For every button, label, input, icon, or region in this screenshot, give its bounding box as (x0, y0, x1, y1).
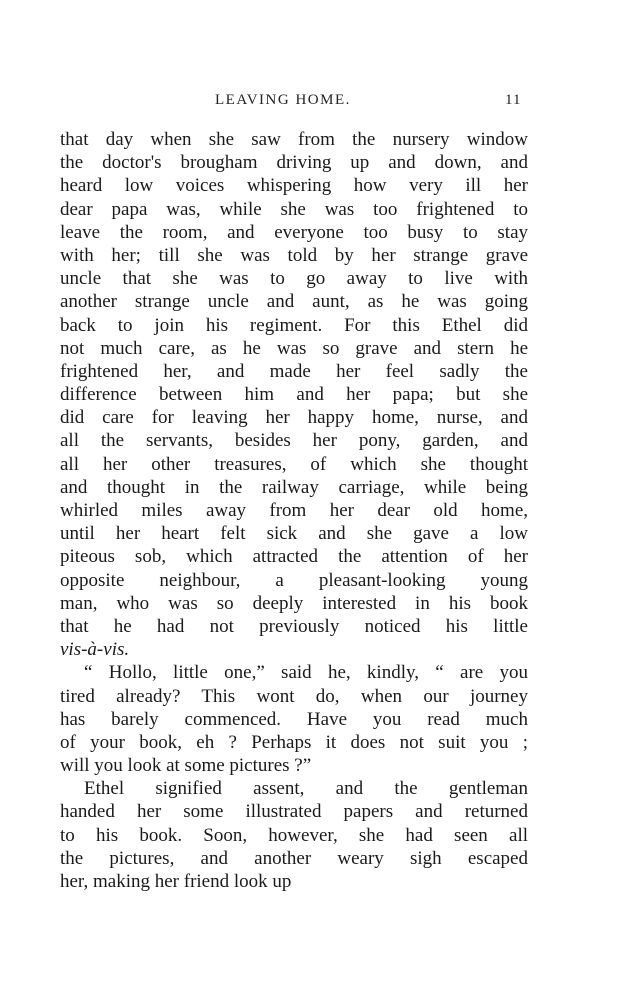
text-line: with her; till she was told by her strange grave (60, 244, 528, 266)
text-line: whirled miles away from her dear old home, (60, 500, 528, 521)
text-line-italic: vis-à-vis. (60, 639, 130, 661)
text-line: to his book. Soon, however, she had seen all (60, 824, 528, 846)
text-line-paragraph-start: Ethel signified assent, and the gentleman (84, 778, 528, 800)
text-line: heard low voices whispering how very ill her (60, 175, 528, 197)
text-line: that he had not previously noticed his little (60, 615, 528, 637)
text-line: and thought in the railway carriage, while being (60, 476, 528, 498)
text-line: that day when she saw from the nursery window (60, 129, 528, 150)
text-line: the pictures, and another weary sigh escaped (60, 847, 528, 869)
running-title: LEAVING HOME. (215, 92, 351, 108)
text-line: leave the room, and everyone too busy to stay (60, 221, 528, 243)
text-line: man, who was so deeply interested in his book (60, 592, 528, 614)
text-line: piteous sob, which attracted the attention of her (60, 546, 528, 568)
body-text (60, 128, 528, 893)
text-line: another strange uncle and aunt, as he was going (60, 291, 528, 313)
text-line: opposite neighbour, a pleasant-looking young (60, 569, 528, 591)
text-line: handed her some illustrated papers and returned (60, 801, 528, 823)
text-line: dear papa was, while she was too frightened to (60, 198, 528, 220)
text-line: back to join his regiment. For this Ethel did (60, 314, 528, 336)
text-line: her, making her friend look up (60, 871, 292, 892)
text-line: frightened her, and made her feel sadly the (60, 360, 528, 382)
text-line: of your book, eh ? Perhaps it does not suit you ; (60, 731, 528, 753)
text-line: not much care, as he was so grave and stern he (60, 337, 528, 359)
text-line: has barely commenced. Have you read much (60, 708, 528, 730)
text-line: difference between him and her papa; but she (60, 384, 528, 406)
text-line: uncle that she was to go away to live with (60, 268, 528, 290)
text-line: did care for leaving her happy home, nurse, and (60, 407, 528, 429)
text-line: will you look at some pictures ?” (60, 755, 312, 777)
text-line: the doctor's brougham driving up and down, and (60, 152, 528, 174)
text-line-paragraph-start: “ Hollo, little one,” said he, kindly, “ are you (84, 662, 528, 684)
page-number: 11 (505, 92, 522, 108)
text-line: all her other treasures, of which she thought (60, 453, 528, 475)
running-head (0, 92, 629, 116)
text-line: all the servants, besides her pony, garden, and (60, 430, 528, 452)
text-line: tired already? This wont do, when our journey (60, 685, 528, 707)
text-line: until her heart felt sick and she gave a low (60, 523, 528, 545)
